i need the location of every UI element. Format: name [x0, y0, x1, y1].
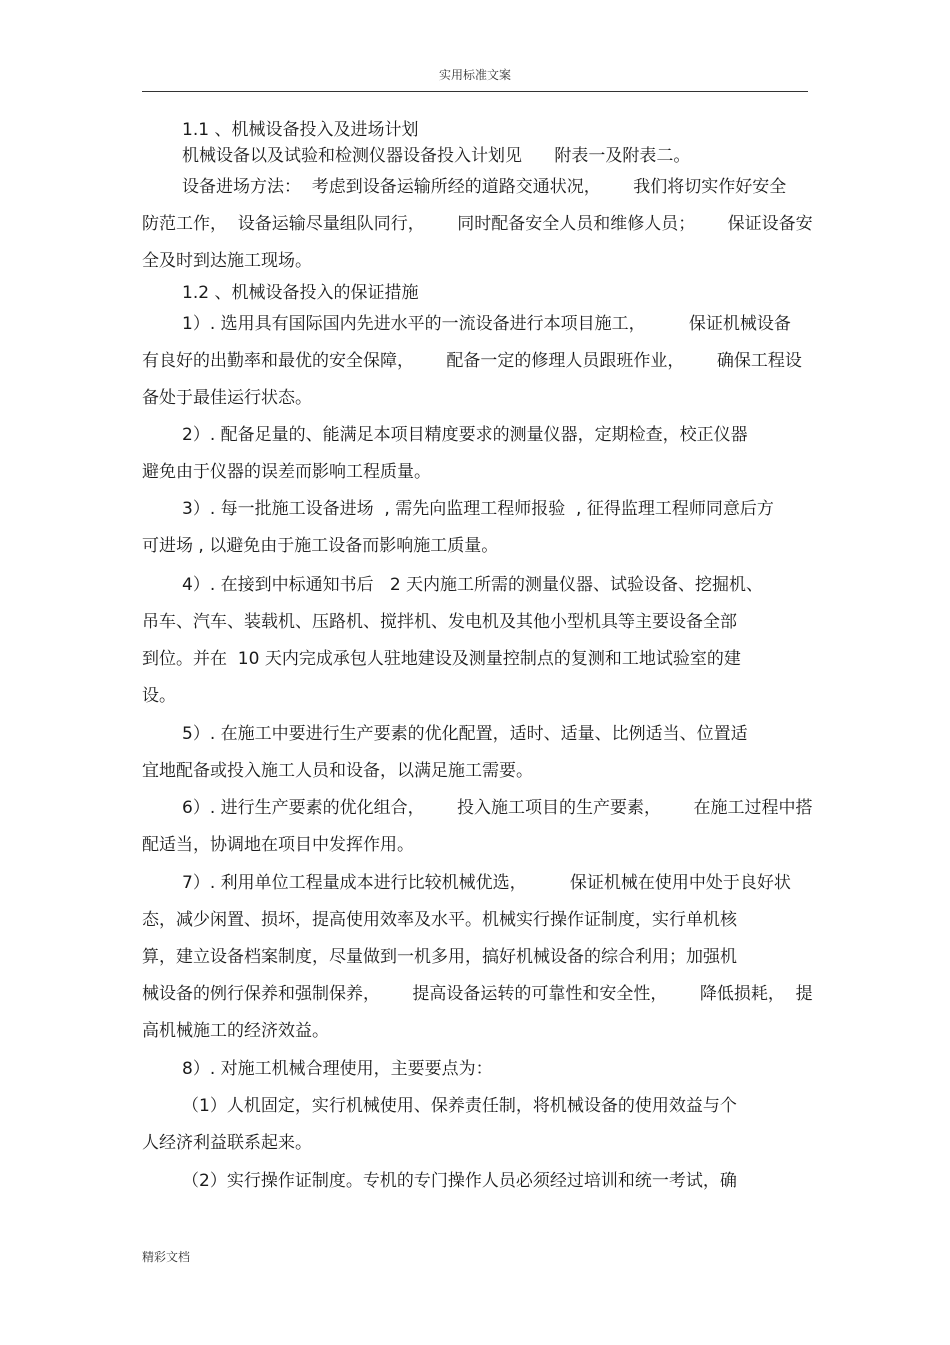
text-line: 4）. 在接到中标通知书后 2 天内施工所需的测量仪器、试验设备、挖掘机、 [182, 575, 764, 595]
text-line: 机械设备以及试验和检测仪器设备投入计划见 附表一及附表二。 [182, 146, 691, 166]
page-header: 实用标准文案 [438, 68, 511, 82]
text-line: 6）. 进行生产要素的优化组合， 投入施工项目的生产要素， 在施工过程中搭 [182, 798, 813, 818]
header-rule [142, 91, 808, 92]
text-line: 2）. 配备足量的、能满足本项目精度要求的测量仪器，定期检查，校正仪器 [182, 425, 748, 445]
text-line: （1）人机固定，实行机械使用、保养责任制，将机械设备的使用效益与个 [182, 1096, 737, 1116]
text-line: （2）实行操作证制度。专机的专门操作人员必须经过培训和统一考试，确 [182, 1171, 737, 1191]
text-line: 宜地配备或投入施工人员和设备，以满足施工需要。 [142, 761, 533, 781]
text-line: 态，减少闲置、损坏，提高使用效率及水平。机械实行操作证制度，实行单机核 [142, 910, 737, 930]
text-line: 械设备的例行保养和强制保养， 提高设备运转的可靠性和安全性， 降低损耗， 提 [142, 984, 813, 1004]
text-line: 避免由于仪器的误差而影响工程质量。 [142, 462, 431, 482]
text-line: 高机械施工的经济效益。 [142, 1021, 329, 1041]
text-line: 全及时到达施工现场。 [142, 251, 312, 271]
text-line: 吊车、汽车、装载机、压路机、搅拌机、发电机及其他小型机具等主要设备全部 [142, 612, 737, 632]
text-line: 防范工作， 设备运输尽量组队同行， 同时配备安全人员和维修人员； 保证设备安 [142, 214, 813, 234]
text-line: 8）. 对施工机械合理使用，主要要点为： [182, 1059, 493, 1079]
text-line: 可进场 , 以避免由于施工设备而影响施工质量。 [142, 536, 499, 556]
text-line: 设备进场方法： 考虑到设备运输所经的道路交通状况， 我们将切实作好安全 [182, 177, 787, 197]
heading-1-2: 1.2 、机械设备投入的保证措施 [182, 283, 419, 303]
text-line: 算，建立设备档案制度，尽量做到一机多用，搞好机械设备的综合利用；加强机 [142, 947, 737, 967]
text-line: 配适当，协调地在项目中发挥作用。 [142, 835, 414, 855]
text-line: 7）. 利用单位工程量成本进行比较机械优选， 保证机械在使用中处于良好状 [182, 873, 791, 893]
text-line: 设。 [142, 686, 176, 706]
text-line: 有良好的出勤率和最优的安全保障， 配备一定的修理人员跟班作业， 确保工程设 [142, 351, 802, 371]
text-line: 备处于最佳运行状态。 [142, 388, 312, 408]
text-line: 1）. 选用具有国际国内先进水平的一流设备进行本项目施工， 保证机械设备 [182, 314, 791, 334]
text-line: 到位。并在 10 天内完成承包人驻地建设及测量控制点的复测和工地试验室的建 [142, 649, 741, 669]
heading-1-1: 1.1 、机械设备投入及进场计划 [182, 120, 419, 140]
page-footer: 精彩文档 [142, 1250, 191, 1264]
text-line: 3）. 每一批施工设备进场 , 需先向监理工程师报验 , 征得监理工程师同意后方 [182, 499, 774, 519]
text-line: 人经济利益联系起来。 [142, 1133, 312, 1153]
text-line: 5）. 在施工中要进行生产要素的优化配置，适时、适量、比例适当、位置适 [182, 724, 748, 744]
